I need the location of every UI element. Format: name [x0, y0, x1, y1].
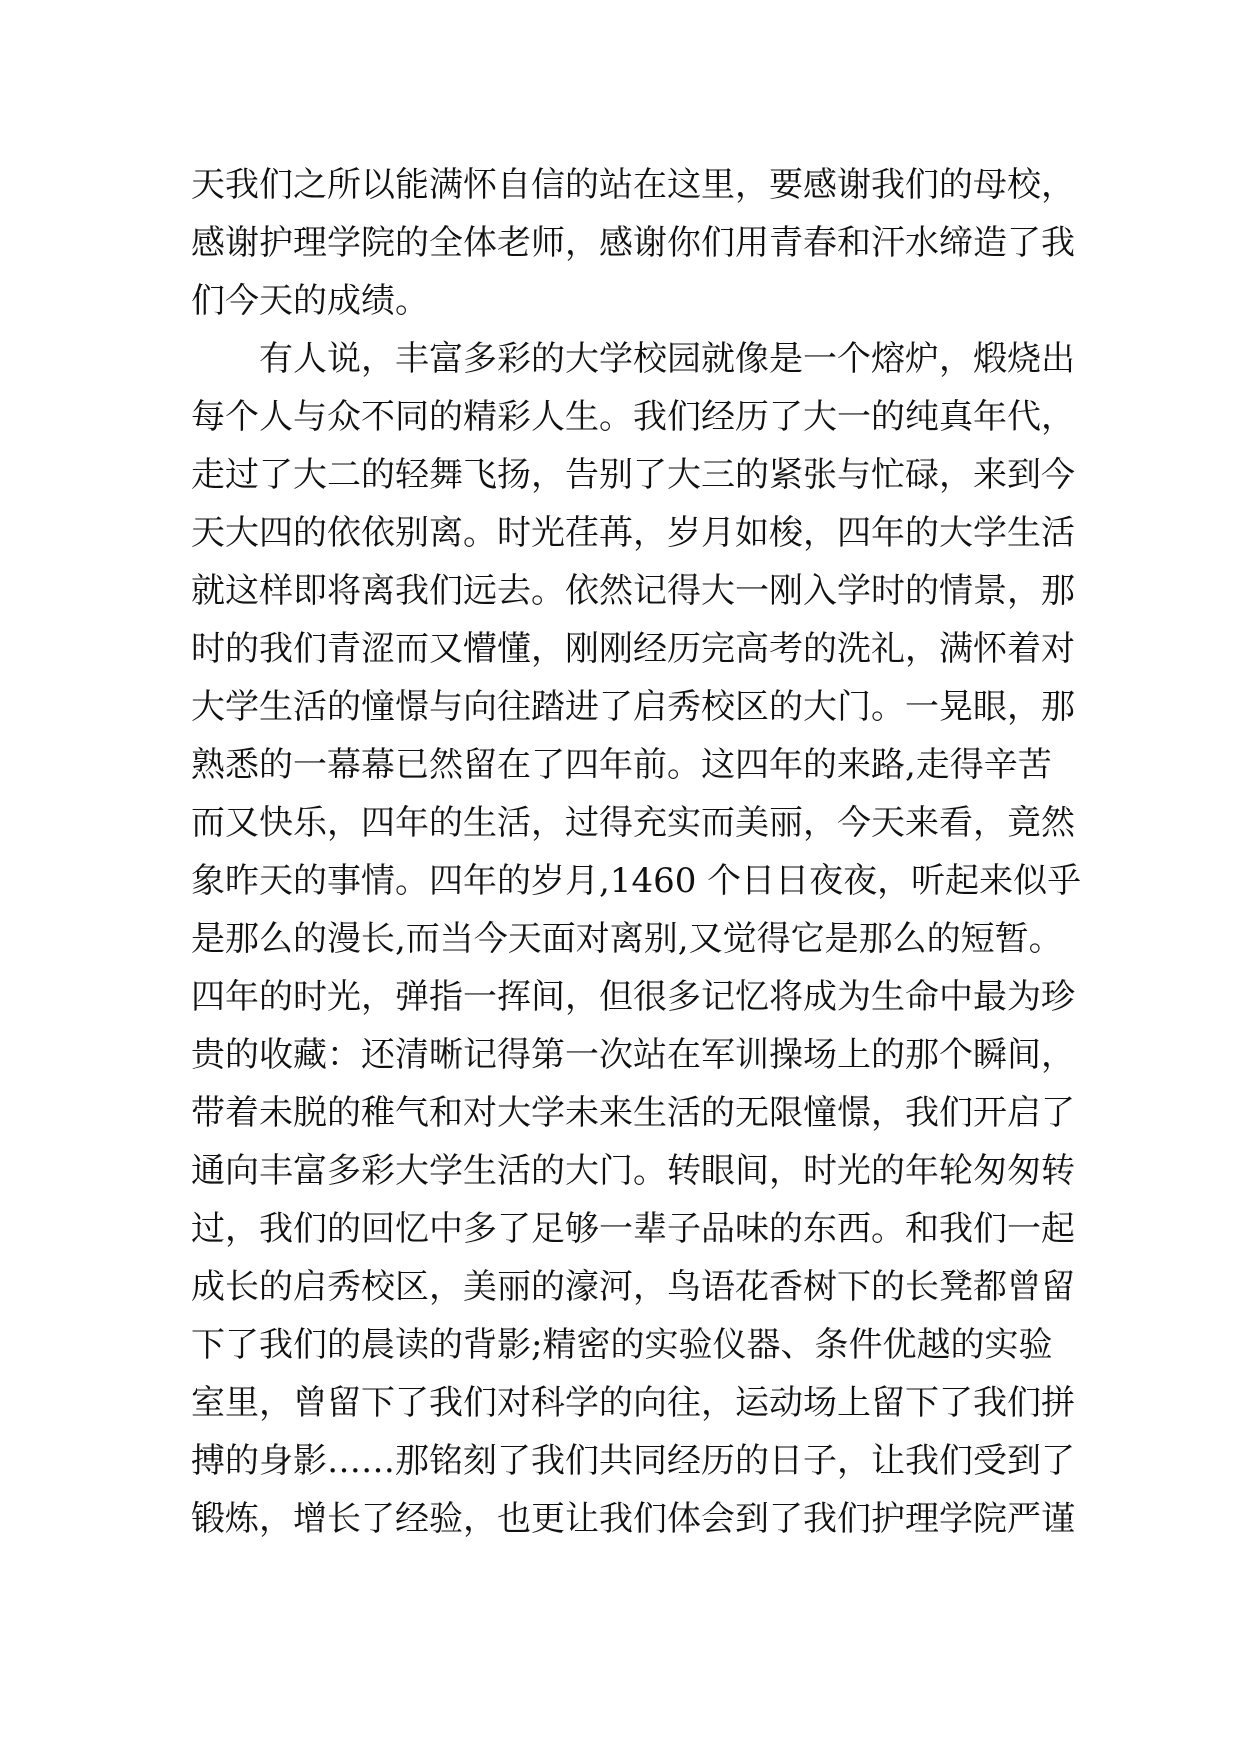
text-line: 搏的身影……那铭刻了我们共同经历的日子，让我们受到了 — [191, 1441, 1075, 1481]
text-line: 贵的收藏：还清晰记得第一次站在军训操场上的那个瞬间， — [191, 1035, 1075, 1075]
paragraph-first-line: 有人说，丰富多彩的大学校园就像是一个熔炉，煅烧出 — [259, 339, 1075, 379]
text-line: 过，我们的回忆中多了足够一辈子品味的东西。和我们一起 — [191, 1209, 1075, 1249]
text-line: 成长的启秀校区，美丽的濠河，鸟语花香树下的长凳都曾留 — [191, 1267, 1075, 1307]
text-line: 天大四的依依别离。时光荏苒，岁月如梭，四年的大学生活 — [191, 513, 1075, 553]
text-line: 就这样即将离我们远去。依然记得大一刚入学时的情景，那 — [191, 571, 1075, 611]
text-line: 每个人与众不同的精彩人生。我们经历了大一的纯真年代， — [191, 397, 1075, 437]
text-line: 熟悉的一幕幕已然留在了四年前。这四年的来路,走得辛苦 — [191, 745, 1052, 785]
text-line: 象昨天的事情。四年的岁月,1460 个日日夜夜，听起来似乎 — [191, 861, 1082, 901]
text-line: 感谢护理学院的全体老师，感谢你们用青春和汗水缔造了我 — [191, 223, 1075, 263]
text-line: 带着未脱的稚气和对大学未来生活的无限憧憬，我们开启了 — [191, 1093, 1075, 1133]
text-line: 们今天的成绩。 — [191, 281, 429, 321]
text-line: 时的我们青涩而又懵懂，刚刚经历完高考的洗礼，满怀着对 — [191, 629, 1075, 669]
text-line: 天我们之所以能满怀自信的站在这里，要感谢我们的母校， — [191, 165, 1075, 205]
text-line: 锻炼，增长了经验，也更让我们体会到了我们护理学院严谨 — [191, 1499, 1075, 1539]
text-line: 走过了大二的轻舞飞扬，告别了大三的紧张与忙碌，来到今 — [191, 455, 1075, 495]
text-line: 大学生活的憧憬与向往踏进了启秀校区的大门。一晃眼，那 — [191, 687, 1075, 727]
text-line: 室里，曾留下了我们对科学的向往，运动场上留下了我们拼 — [191, 1383, 1075, 1423]
text-line: 而又快乐，四年的生活，过得充实而美丽，今天来看，竟然 — [191, 803, 1075, 843]
text-line: 通向丰富多彩大学生活的大门。转眼间，时光的年轮匆匆转 — [191, 1151, 1075, 1191]
text-line: 是那么的漫长,而当今天面对离别,又觉得它是那么的短暂。 — [191, 919, 1063, 959]
text-line: 四年的时光，弹指一挥间，但很多记忆将成为生命中最为珍 — [191, 977, 1075, 1017]
text-line: 下了我们的晨读的背影;精密的实验仪器、条件优越的实验 — [191, 1325, 1053, 1365]
